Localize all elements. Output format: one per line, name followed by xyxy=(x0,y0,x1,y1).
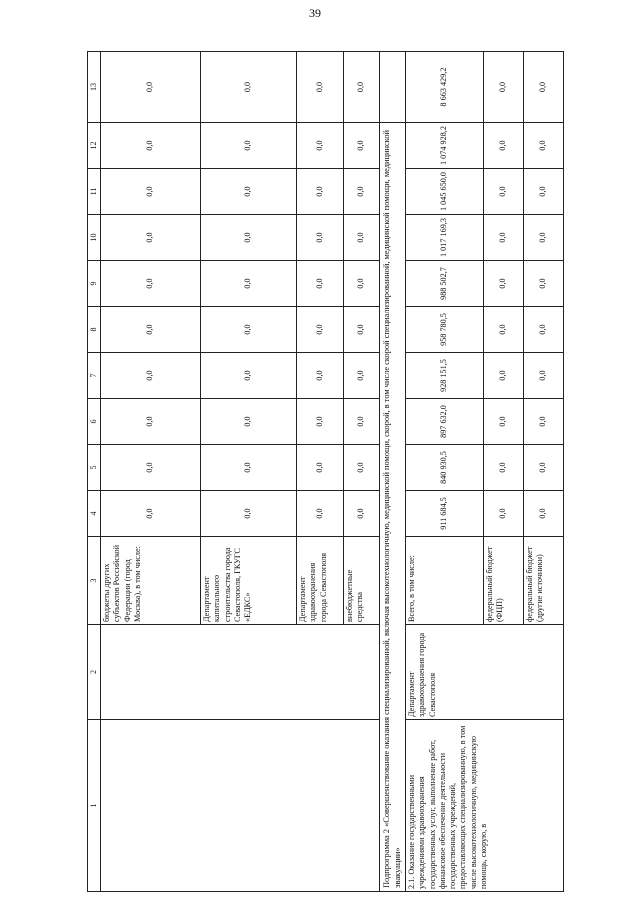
value-cell: 840 930,5 xyxy=(406,445,484,491)
value-cell: 0,0 xyxy=(524,399,564,445)
col-header: 13 xyxy=(88,52,101,123)
value-cell: 0,0 xyxy=(484,52,524,123)
col-header: 4 xyxy=(88,491,101,537)
header-row xyxy=(88,52,101,892)
source-label: Департамент здравоохранения города Севастополя xyxy=(297,537,344,625)
value-cell: 0,0 xyxy=(297,169,344,215)
value-cell: 1 045 650,0 xyxy=(406,169,484,215)
value-cell: 0,0 xyxy=(484,307,524,353)
value-cell: 0,0 xyxy=(101,52,201,123)
col-header: 2 xyxy=(88,625,101,720)
value-cell: 0,0 xyxy=(484,123,524,169)
value-cell: 0,0 xyxy=(484,491,524,537)
col-header: 10 xyxy=(88,215,101,261)
source-label: федеральный бюджет (ФЦП) xyxy=(484,537,524,625)
table-row xyxy=(406,52,484,892)
value-cell: 0,0 xyxy=(524,261,564,307)
value-cell: 0,0 xyxy=(201,307,297,353)
empty-cell xyxy=(101,625,380,720)
value-cell: 0,0 xyxy=(297,353,344,399)
col-header: 11 xyxy=(88,169,101,215)
col-header: 8 xyxy=(88,307,101,353)
value-cell: 0,0 xyxy=(201,399,297,445)
value-cell: 1 074 928,2 xyxy=(406,123,484,169)
subprogram-row xyxy=(380,52,406,892)
subprogram-title: Подпрограмма 2 «Совершенствование оказания специализированной, включая высокотехнологичную, медицинской помощи, скорой, в том числе скорой специализированной, медицинской помощи, медицинской эвакуации» xyxy=(380,123,406,892)
value-cell: 0,0 xyxy=(344,123,380,169)
value-cell: 0,0 xyxy=(201,353,297,399)
value-cell: 0,0 xyxy=(297,123,344,169)
value-cell: 0,0 xyxy=(297,399,344,445)
col-header: 5 xyxy=(88,445,101,491)
value-cell: 0,0 xyxy=(344,307,380,353)
value-cell: 0,0 xyxy=(201,169,297,215)
source-label: бюджеты других субъектов Российской Федерации (город Москва), в том числе: xyxy=(101,537,201,625)
value-cell: 0,0 xyxy=(101,215,201,261)
value-cell: 0,0 xyxy=(344,52,380,123)
value-cell: 0,0 xyxy=(344,491,380,537)
value-cell: 0,0 xyxy=(297,261,344,307)
page-number: 39 xyxy=(309,6,321,20)
value-cell: 958 780,5 xyxy=(406,307,484,353)
value-cell: 911 684,5 xyxy=(406,491,484,537)
value-cell: 0,0 xyxy=(297,491,344,537)
value-cell: 0,0 xyxy=(201,445,297,491)
value-cell: 0,0 xyxy=(101,169,201,215)
source-label: Всего, в том числе: xyxy=(406,537,484,625)
value-cell: 0,0 xyxy=(297,307,344,353)
col-header: 6 xyxy=(88,399,101,445)
measure-executor: Департамент здравоохранения города Севастополя xyxy=(406,625,564,720)
value-cell: 0,0 xyxy=(101,353,201,399)
value-cell: 0,0 xyxy=(484,169,524,215)
value-cell: 8 663 429,2 xyxy=(406,52,484,123)
value-cell: 0,0 xyxy=(344,261,380,307)
value-cell: 0,0 xyxy=(297,445,344,491)
value-cell: 0,0 xyxy=(524,307,564,353)
value-cell: 0,0 xyxy=(201,52,297,123)
col-header: 9 xyxy=(88,261,101,307)
value-cell: 0,0 xyxy=(484,261,524,307)
value-cell: 0,0 xyxy=(524,123,564,169)
value-cell: 0,0 xyxy=(101,445,201,491)
rotated-budget-table-container xyxy=(87,52,548,892)
empty-cell xyxy=(380,52,406,123)
col-header: 7 xyxy=(88,353,101,399)
source-label: федеральный бюджет (другие источники) xyxy=(524,537,564,625)
budget-table xyxy=(87,51,564,892)
value-cell: 0,0 xyxy=(524,491,564,537)
col-header: 3 xyxy=(88,537,101,625)
value-cell: 0,0 xyxy=(344,445,380,491)
source-label: Департамент капитального строительства города Севастополя, ГКУГС «ЕДКС» xyxy=(201,537,297,625)
value-cell: 928 151,5 xyxy=(406,353,484,399)
value-cell: 897 632,0 xyxy=(406,399,484,445)
value-cell: 0,0 xyxy=(344,353,380,399)
measure-name: 2.1. Оказание государственными учреждениями здравоохранения государственных услуг, выполнение работ, финансовое обеспечение деятельности государственных учреждений, предоставляющих специализированную, в том числе высокотехнологичную, медицинскую помощь, скорую, в xyxy=(406,720,564,892)
value-cell: 0,0 xyxy=(101,399,201,445)
value-cell: 0,0 xyxy=(201,491,297,537)
value-cell: 0,0 xyxy=(484,445,524,491)
value-cell: 0,0 xyxy=(344,399,380,445)
value-cell: 0,0 xyxy=(297,52,344,123)
source-label: внебюджетные средства xyxy=(344,537,380,625)
empty-cell xyxy=(101,720,380,892)
table-row xyxy=(101,52,201,892)
value-cell: 0,0 xyxy=(484,353,524,399)
value-cell: 0,0 xyxy=(201,261,297,307)
col-header: 1 xyxy=(88,720,101,892)
value-cell: 0,0 xyxy=(101,123,201,169)
col-header: 12 xyxy=(88,123,101,169)
value-cell: 0,0 xyxy=(524,215,564,261)
value-cell: 0,0 xyxy=(344,169,380,215)
value-cell: 0,0 xyxy=(201,123,297,169)
value-cell: 0,0 xyxy=(524,169,564,215)
value-cell: 0,0 xyxy=(524,353,564,399)
value-cell: 988 502,7 xyxy=(406,261,484,307)
value-cell: 0,0 xyxy=(524,52,564,123)
value-cell: 0,0 xyxy=(101,261,201,307)
value-cell: 0,0 xyxy=(201,215,297,261)
value-cell: 0,0 xyxy=(484,215,524,261)
value-cell: 0,0 xyxy=(101,307,201,353)
value-cell: 0,0 xyxy=(344,215,380,261)
value-cell: 1 017 169,3 xyxy=(406,215,484,261)
value-cell: 0,0 xyxy=(297,215,344,261)
value-cell: 0,0 xyxy=(484,399,524,445)
value-cell: 0,0 xyxy=(101,491,201,537)
value-cell: 0,0 xyxy=(524,445,564,491)
